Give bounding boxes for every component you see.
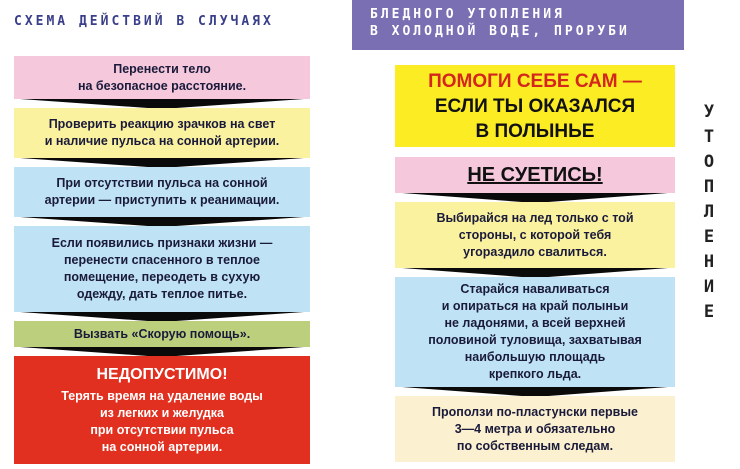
right-title-box: ПОМОГИ СЕБЕ САМ — ЕСЛИ ТЫ ОКАЗАЛСЯ В ПОЛЫНЬЕ <box>395 65 675 147</box>
header-right-band <box>352 0 684 50</box>
step-connector <box>20 158 304 167</box>
left-step-5: Вызвать «Скорую помощь». <box>14 321 310 347</box>
right-step-2: Старайся наваливаться и опираться на край полыньи не ладонями, а всей верхней половиной туловища, захватывая наибольшую площадь крепкого льда. <box>395 277 675 387</box>
right-step-3: Проползи по-пластунски первые 3—4 метра и обязательно по собственным следам. <box>395 396 675 462</box>
header-right-line1: БЛЕДНОГО УТОПЛЕНИЯ <box>370 7 565 22</box>
header-right-line2: В ХОЛОДНОЙ ВОДЕ, ПРОРУБИ <box>370 24 630 39</box>
right-title-line1: ПОМОГИ СЕБЕ САМ — <box>428 70 642 92</box>
warning-title: НЕДОПУСТИМО! <box>96 366 228 383</box>
step-connector <box>20 312 304 321</box>
right-subtitle-box: НЕ СУЕТИСЬ! <box>395 157 675 193</box>
header-left-title: СХЕМА ДЕЙСТВИЙ В СЛУЧАЯХ <box>0 6 352 40</box>
left-step-4: Если появились признаки жизни — перенести спасенного в теплое помещение, переодеть в сухую одежду, дать теплое питье. <box>14 226 310 312</box>
step-connector <box>402 193 668 202</box>
step-connector <box>402 387 668 396</box>
left-step-2: Проверить реакцию зрачков на свет и наличие пульса на сонной артерии. <box>14 108 310 158</box>
left-step-3: При отсутствии пульса на сонной артерии — приступить к реанимации. <box>14 167 310 217</box>
step-connector <box>20 217 304 226</box>
side-word: У Т О П Л Е Н И Е <box>703 102 715 322</box>
right-step-1: Выбирайся на лед только с той стороны, с которой тебя угораздило свалиться. <box>395 202 675 268</box>
step-connector <box>20 347 304 356</box>
warning-box: НЕДОПУСТИМО! Терять время на удаление воды из легких и желудка при отсутствии пульса на сонной артерии. <box>14 356 310 464</box>
step-connector <box>402 268 668 277</box>
left-step-1: Перенести тело на безопасное расстояние. <box>14 56 310 99</box>
step-connector <box>20 99 304 108</box>
